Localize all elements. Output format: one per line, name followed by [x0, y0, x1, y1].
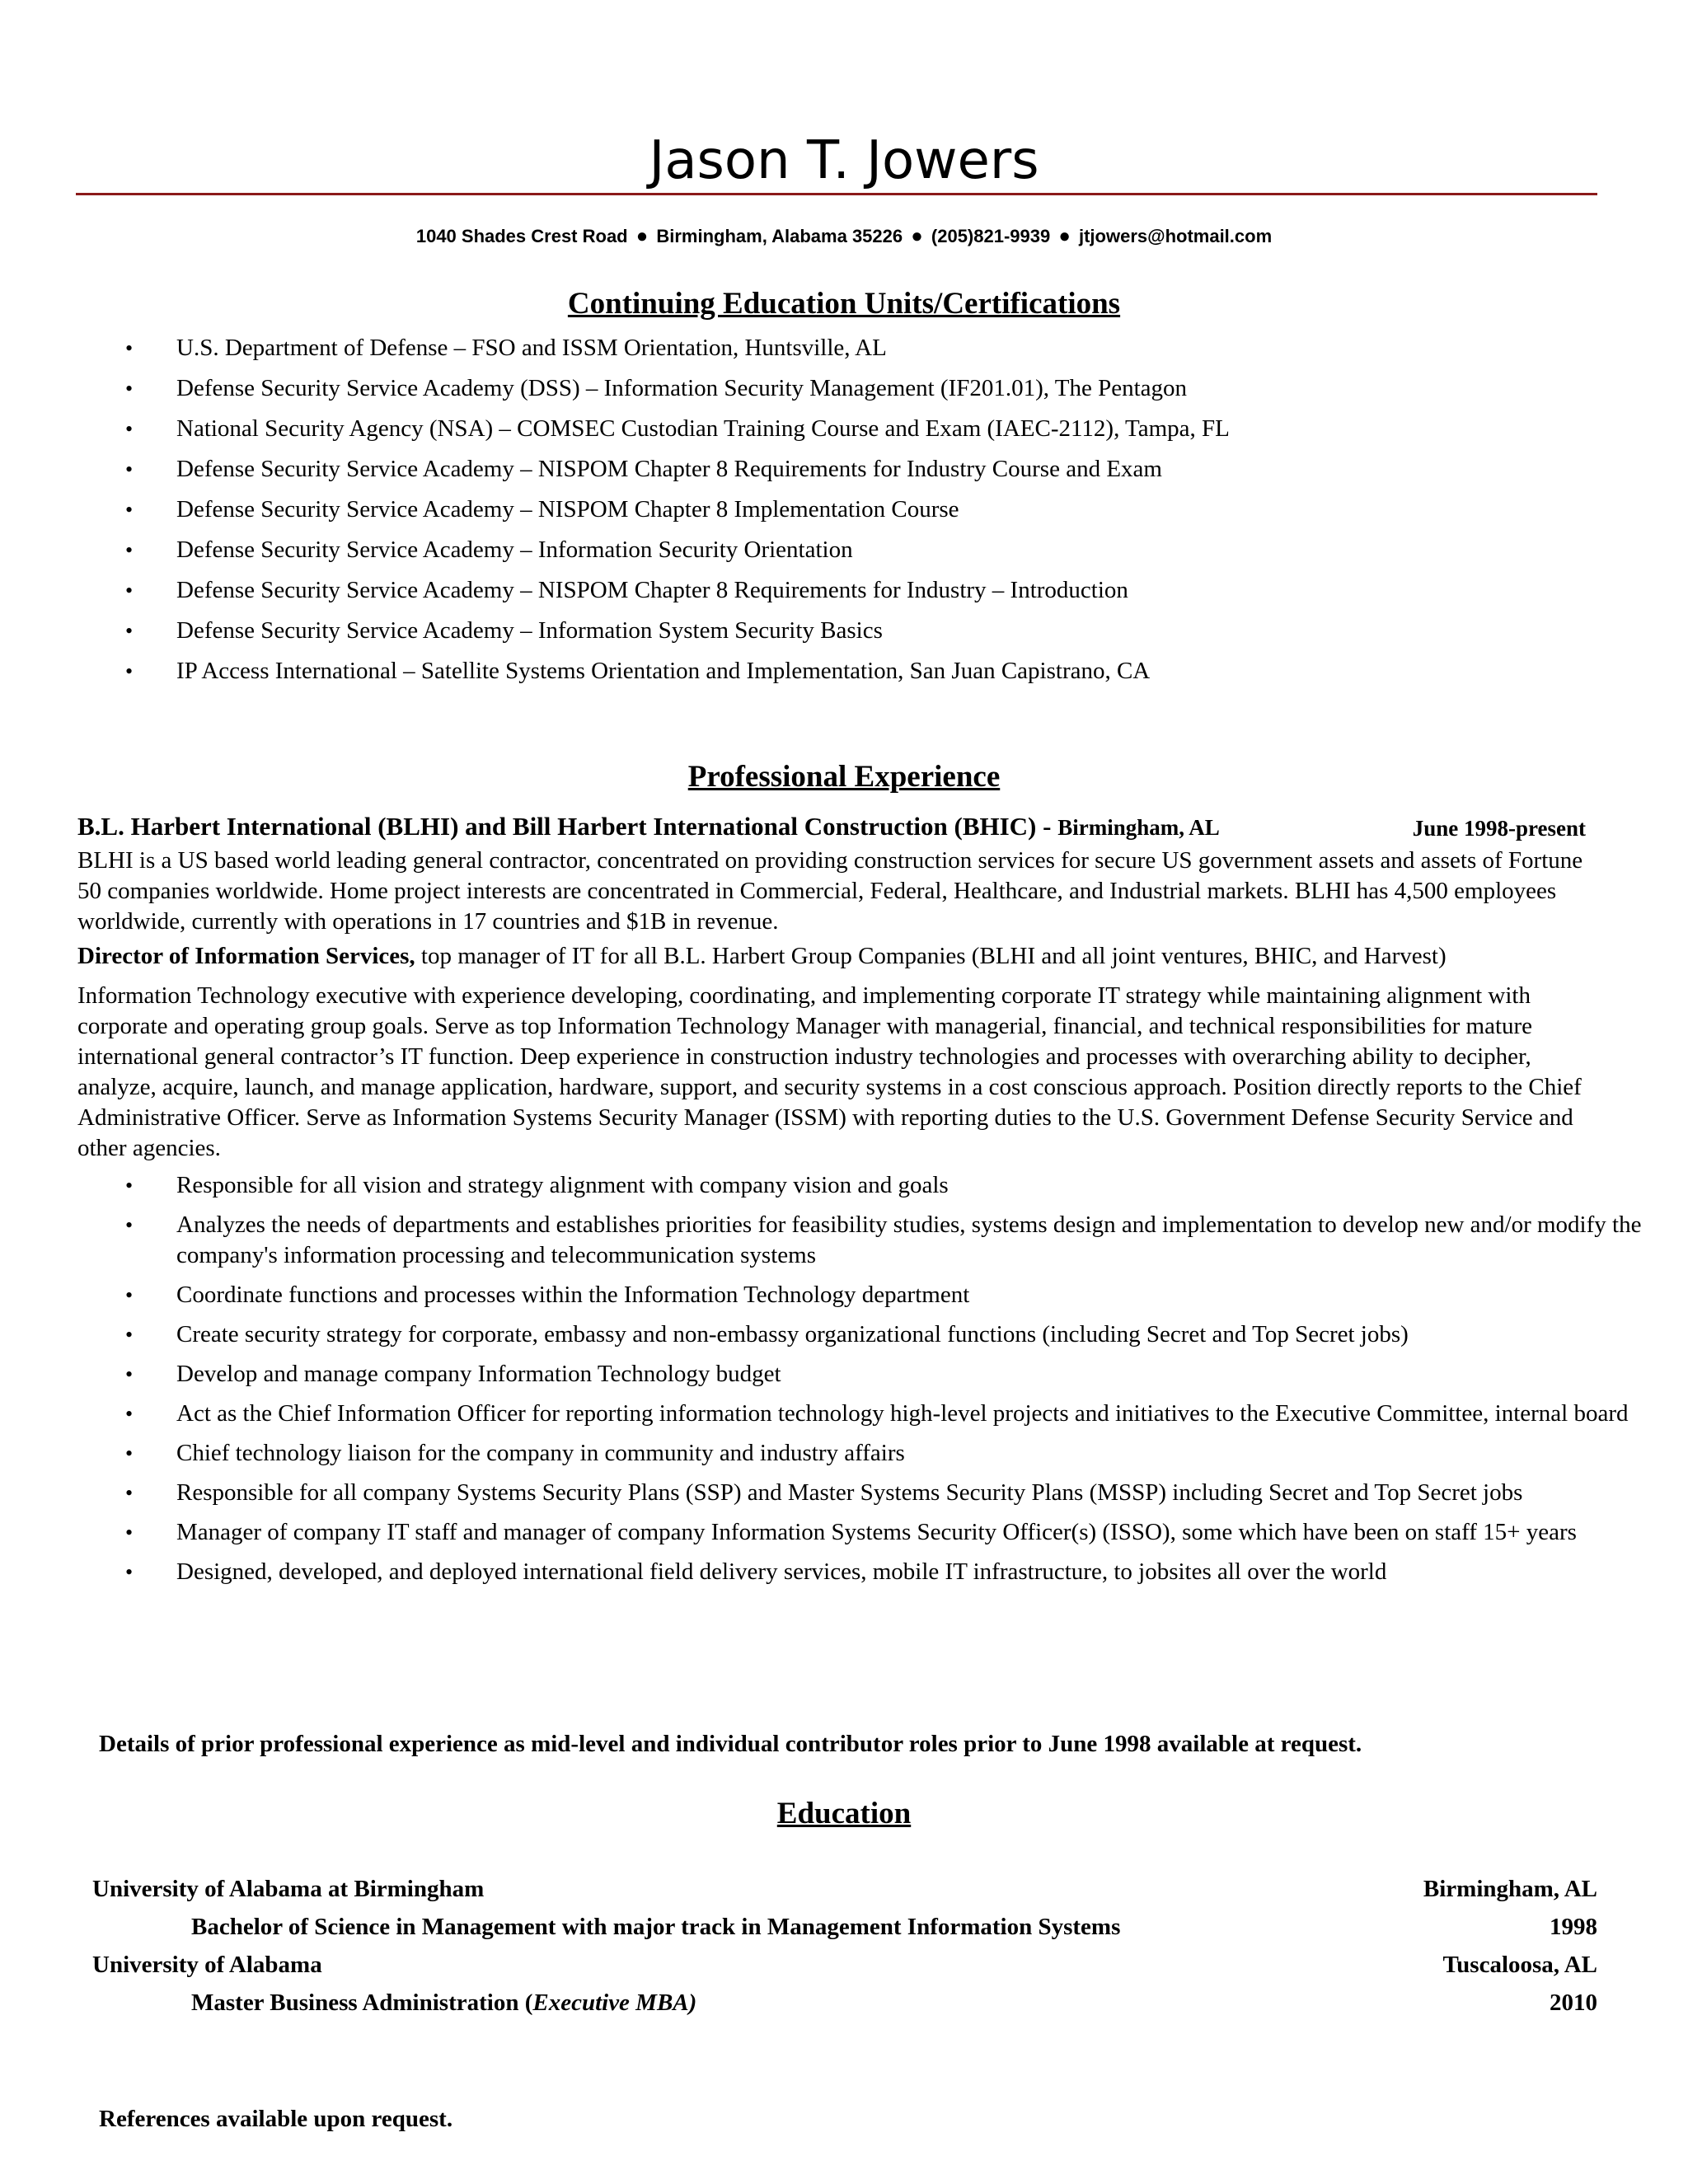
degree-name: Bachelor of Science in Management with major track in Management Information Systems: [191, 1914, 1121, 1940]
bullet-icon: •: [125, 1402, 134, 1426]
contact-line: [0, 224, 1688, 249]
degree-name: Master Business Administration (Executive MBA): [191, 1990, 697, 2016]
list-item: • Defense Security Service Academy (DSS) – Information Security Management (IF201.01), The Pentagon: [0, 373, 1688, 404]
education-heading: Education: [776, 1797, 912, 1830]
separator-dot: ●: [1058, 225, 1071, 247]
list-item: • Designed, developed, and deployed international field delivery services, mobile IT infrastructure, to jobsites all over the world: [0, 1557, 1688, 1587]
bullet-icon: •: [125, 1441, 134, 1465]
bullet-icon: •: [125, 1213, 134, 1237]
name-divider: [76, 193, 1597, 195]
bullet-icon: •: [125, 457, 134, 481]
bullet-icon: •: [125, 1323, 134, 1347]
role-summary: top manager of IT for all B.L. Harbert Group Companies (BLHI and all joint ventures, BHIC, and Harvest): [415, 943, 1447, 969]
education-degree-row: [92, 1988, 1597, 2018]
degree-year: 2010: [1550, 1990, 1597, 2016]
school-name: University of Alabama: [92, 1952, 322, 1978]
responsibilities-list: [0, 1170, 1688, 1596]
bullet-icon: •: [125, 417, 134, 441]
list-item: • IP Access International – Satellite Systems Orientation and Implementation, San Juan Capistrano, CA: [0, 656, 1688, 687]
bullet-icon: •: [125, 498, 134, 522]
list-item: • Defense Security Service Academy – NISPOM Chapter 8 Requirements for Industry – Introduction: [0, 575, 1688, 606]
list-item: • Responsible for all company Systems Security Plans (SSP) and Master Systems Security Plans (MSSP) including Secret and Top Secret jobs: [0, 1478, 1688, 1508]
bullet-icon: •: [125, 1283, 134, 1307]
school-location: Birmingham, AL: [1423, 1876, 1597, 1902]
experience-heading: Professional Experience: [687, 760, 1001, 794]
list-item: • Analyzes the needs of departments and establishes priorities for feasibility studies, systems design and implementation to develop new and/or modify the company's information processing and telecommunication systems: [125, 1212, 1642, 1268]
bullet-icon: •: [125, 1481, 134, 1505]
company-description: BLHI is a US based world leading general contractor, concentrated on providing construction services for secure US government assets and assets of Fortune 50 companies worldwide. Home project interests are concentrated in Commercial, Federal, Healthcare, and Industrial markets. BLHI has 4,500 employees worldwide, currently with operations in 17 countries and $1B in revenue.: [77, 847, 1583, 935]
list-item: • Defense Security Service Academy – NISPOM Chapter 8 Requirements for Industry Course and Exam: [0, 454, 1688, 485]
bullet-icon: •: [125, 538, 134, 562]
degree-italic: Executive MBA): [532, 1990, 697, 2016]
company-name: B.L. Harbert International (BLHI) and Bill Harbert International Construction (BHIC) -: [77, 812, 1058, 841]
references-note: References available upon request.: [99, 2106, 453, 2132]
contact-phone: (205)821-9939: [931, 226, 1051, 246]
prior-experience-note: Details of prior professional experience as mid-level and individual contributor roles prior to June 1998 available at request.: [99, 1731, 1362, 1757]
bullet-icon: •: [125, 659, 134, 683]
company-line: [77, 811, 1586, 843]
contact-city: Birmingham, Alabama 35226: [656, 226, 903, 246]
list-item: • U.S. Department of Defense – FSO and ISSM Orientation, Huntsville, AL: [0, 333, 1688, 363]
list-item: • National Security Agency (NSA) – COMSEC Custodian Training Course and Exam (IAEC-2112), Tampa, FL: [0, 414, 1688, 444]
education-school-row: [92, 1874, 1597, 1905]
list-item: • Act as the Chief Information Officer for reporting information technology high-level projects and initiatives to the Executive Committee, internal board: [0, 1399, 1688, 1429]
separator-dot: ●: [911, 225, 923, 247]
list-item: • Chief technology liaison for the company in community and industry affairs: [0, 1438, 1688, 1469]
certifications-list: [0, 333, 1688, 696]
list-item: • Manager of company IT staff and manager of company Information Systems Security Officer(s) (ISSO), some which have been on staff 15+ years: [0, 1517, 1688, 1548]
education-school-row: [92, 1950, 1597, 1980]
role-line: [77, 941, 1611, 972]
list-item: • Defense Security Service Academy – Information Security Orientation: [0, 535, 1688, 565]
contact-email: jtjowers@hotmail.com: [1078, 226, 1273, 246]
list-item: • Develop and manage company Information Technology budget: [0, 1359, 1688, 1390]
bullet-icon: •: [125, 377, 134, 401]
list-item: • Coordinate functions and processes within the Information Technology department: [0, 1280, 1688, 1310]
list-item: • Responsible for all vision and strategy alignment with company vision and goals: [0, 1170, 1688, 1201]
list-item: • Create security strategy for corporate, embassy and non-embassy organizational functions (including Secret and Top Secret jobs): [0, 1319, 1688, 1350]
certifications-heading: Continuing Education Units/Certifications: [567, 287, 1121, 321]
role-title: Director of Information Services,: [77, 943, 415, 969]
employment-dates: June 1998-present: [1412, 816, 1586, 841]
role-description: Information Technology executive with experience developing, coordinating, and implementing corporate IT strategy while maintaining alignment with corporate and operating group goals. Serve as top Information Technology Manager with managerial, financial, and technical responsibilities for mature international general contractor’s IT function. Deep experience in construction industry technologies and processes with overarching ability to decipher, analyze, acquire, launch, and manage application, hardware, support, and security systems in a cost conscious approach. Position directly reports to the Chief Administrative Officer. Serve as Information Systems Security Manager (ISSM) with reporting duties to the U.S. Government Defense Security Service and other agencies.: [77, 982, 1582, 1161]
resume-name: Jason T. Jowers: [649, 130, 1039, 191]
school-name: University of Alabama at Birmingham: [92, 1876, 485, 1902]
bullet-icon: •: [125, 336, 134, 360]
bullet-icon: •: [125, 1362, 134, 1386]
bullet-icon: •: [125, 619, 134, 643]
education-degree-row: [92, 1912, 1597, 1943]
bullet-icon: •: [125, 1174, 134, 1197]
bullet-icon: •: [125, 1521, 134, 1544]
separator-dot: ●: [635, 225, 649, 247]
company-location: Birmingham, AL: [1057, 815, 1220, 840]
degree-year: 1998: [1550, 1914, 1597, 1940]
list-item: • Defense Security Service Academy – Information System Security Basics: [0, 616, 1688, 646]
bullet-icon: •: [125, 1560, 134, 1584]
contact-address: 1040 Shades Crest Road: [415, 226, 628, 246]
list-item: • Defense Security Service Academy – NISPOM Chapter 8 Implementation Course: [0, 494, 1688, 525]
school-location: Tuscaloosa, AL: [1442, 1952, 1597, 1978]
bullet-icon: •: [125, 579, 134, 602]
